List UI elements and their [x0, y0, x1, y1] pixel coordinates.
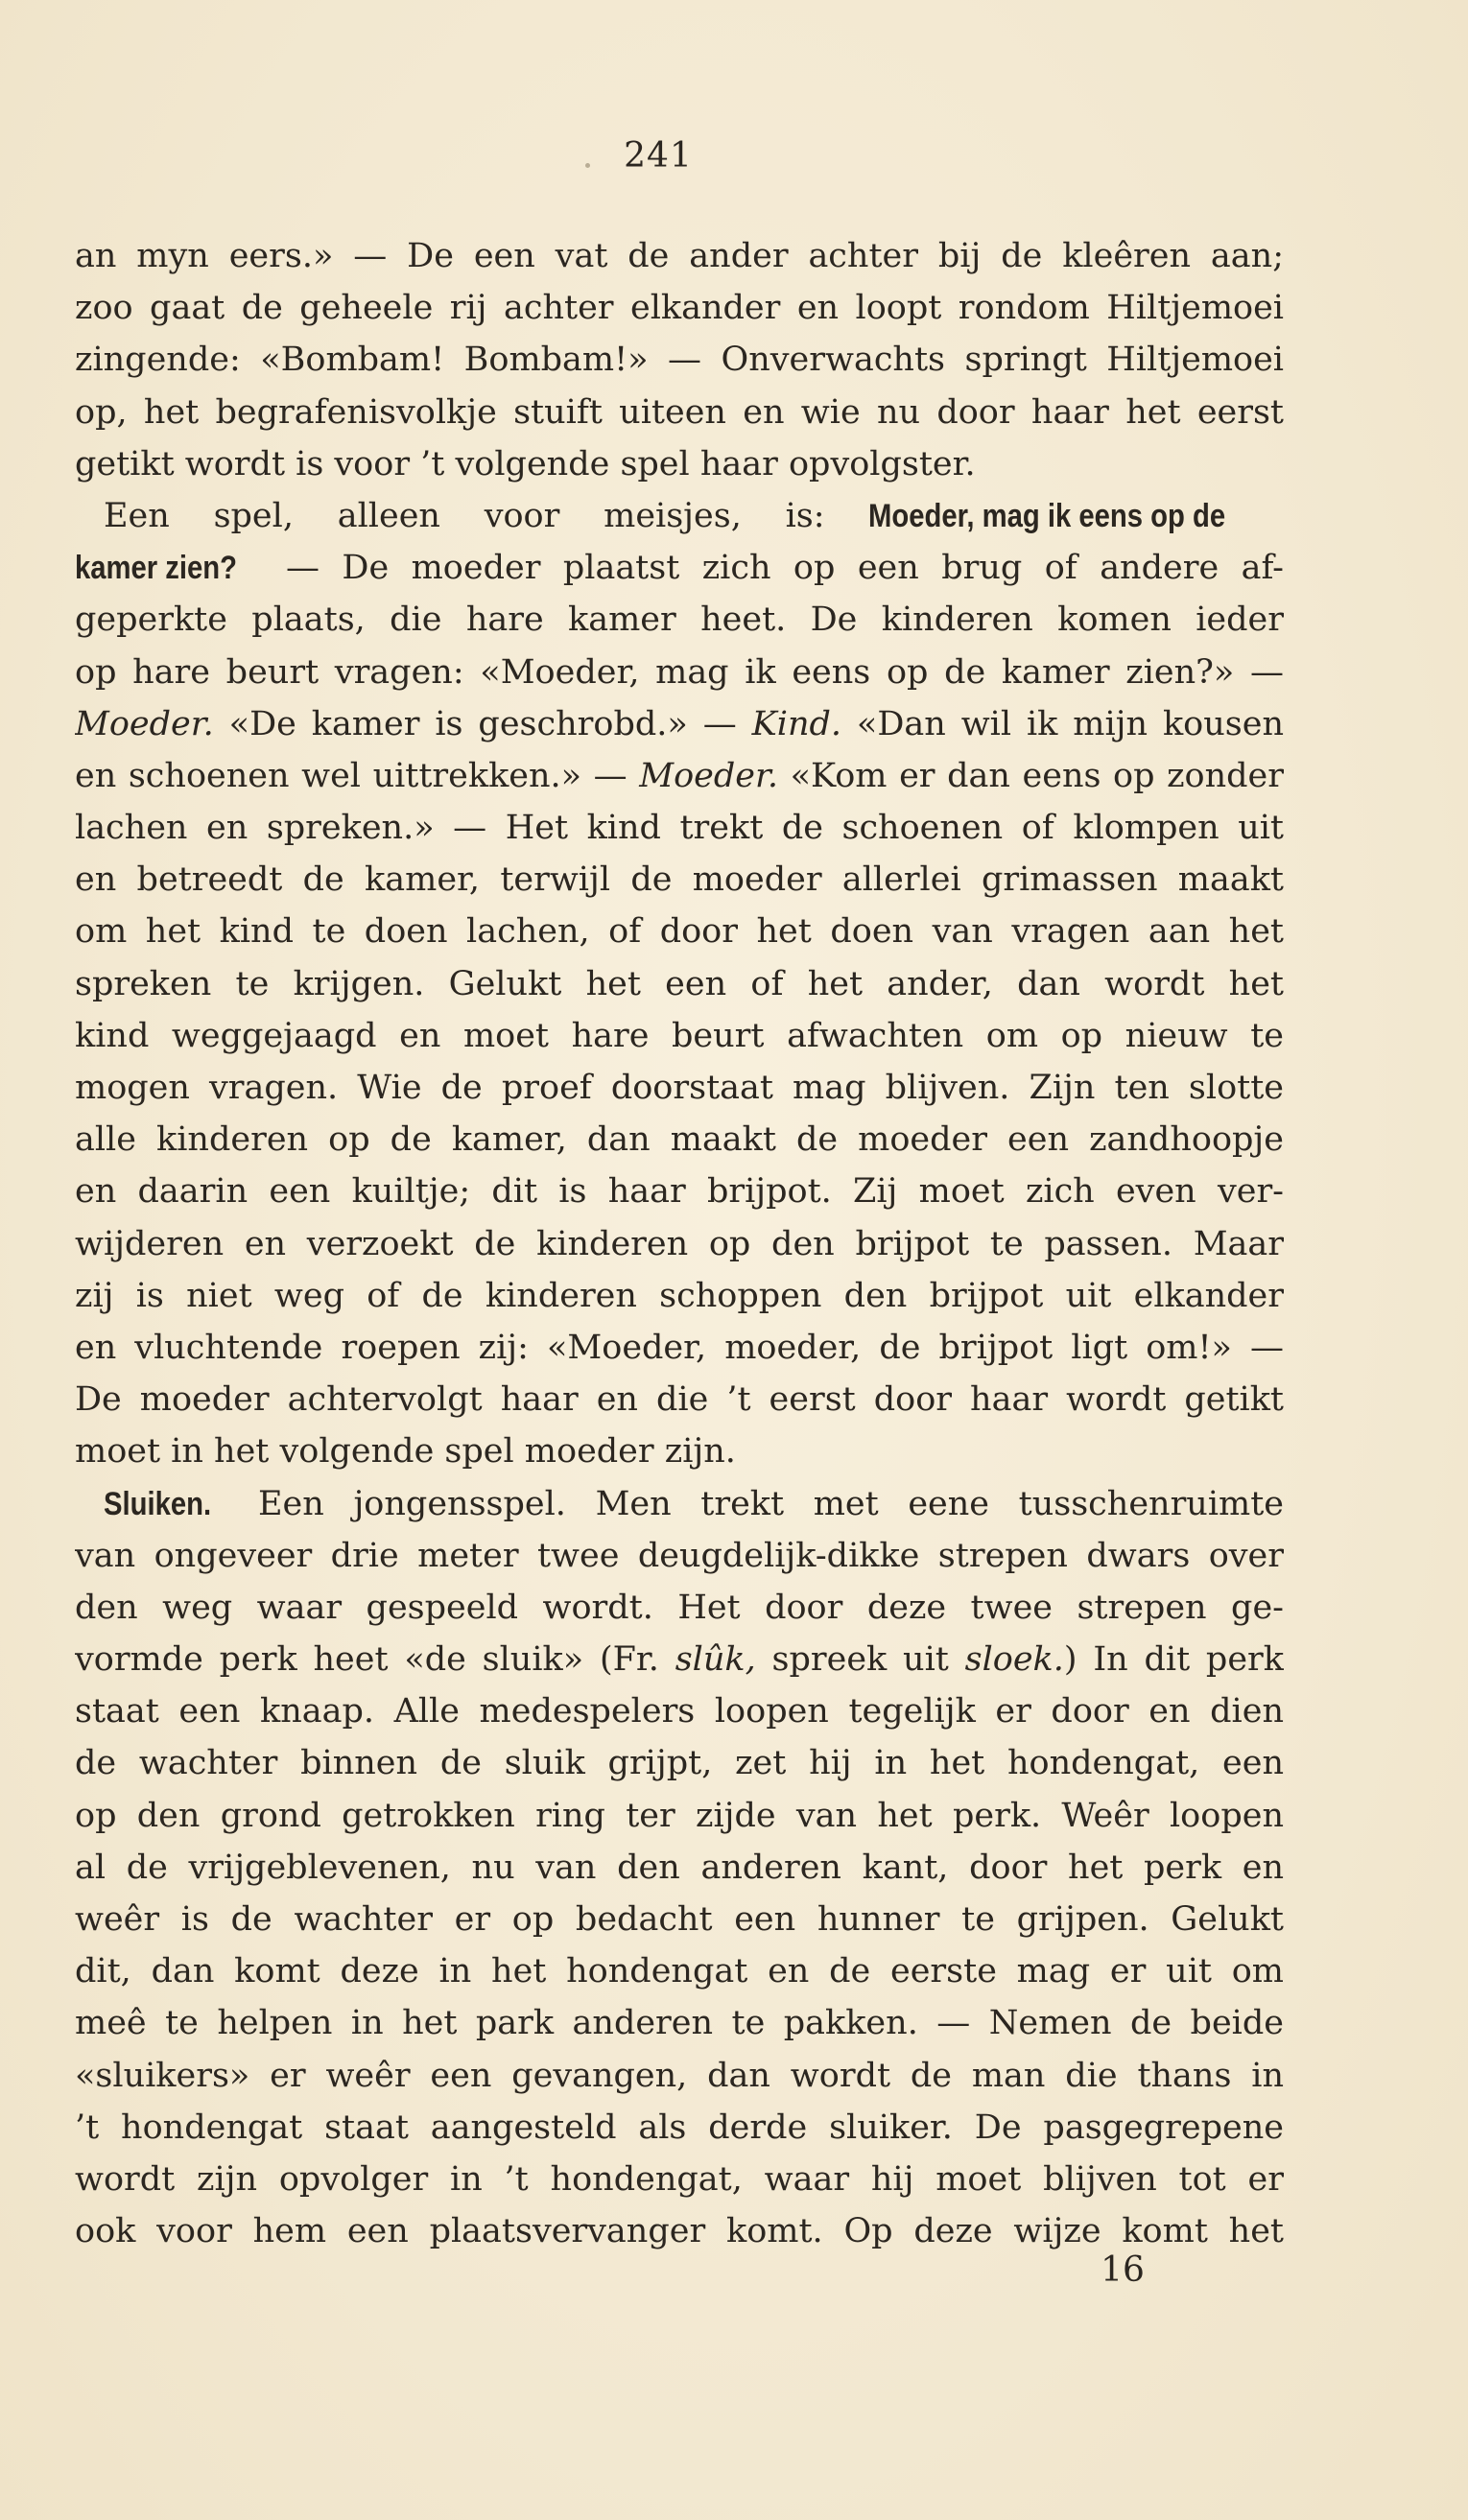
text-line: [75, 698, 1284, 750]
signature-mark: 16: [1101, 2250, 1145, 2290]
text-line: De moeder achtervolgt haar en die ’t eerst door haar wordt getikt: [75, 1380, 1284, 1420]
line-text: en schoenen wel uittrekken.» —: [75, 756, 640, 795]
text-line: ook voor hem een plaatsvervanger komt. Op deze wijze komt het: [75, 2212, 1284, 2251]
text-line: [75, 1478, 1284, 1530]
text-line: en betreedt de kamer, terwijl de moeder allerlei grimassen maakt: [75, 860, 1284, 900]
speaker-label: Moeder.: [75, 704, 214, 743]
line-text: ) In dit perk: [1063, 1640, 1284, 1680]
text-line: spreken te krijgen. Gelukt het een of het ander, dan wordt het: [75, 964, 1284, 1003]
text-line: om het kind te doen lachen, of door het doen van vragen aan het: [75, 912, 1284, 952]
body-text: [75, 230, 1284, 2257]
text-line: al de vrijgeblevenen, nu van den anderen kant, door het perk en: [75, 1848, 1284, 1887]
text-line: en daarin een kuiltje; dit is haar brijpot. Zij moet zich even ver-: [75, 1172, 1284, 1212]
line-text: Een spel, alleen voor meisjes, is:: [104, 496, 869, 535]
game-title: Moeder, mag ik eens op de: [868, 497, 1226, 534]
text-line: geperkte plaats, die hare kamer heet. De kinderen komen ieder: [75, 601, 1284, 640]
line-text: Een jongensspel. Men trekt met eene tusschenruimte: [228, 1484, 1284, 1523]
text-line: lachen en spreken.» — Het kind trekt de schoenen of klompen uit: [75, 809, 1284, 848]
text-line: [75, 1634, 1284, 1685]
text-line: en vluchtende roepen zij: «Moeder, moeder, de brijpot ligt om!» —: [75, 1328, 1284, 1367]
text-line: wordt zijn opvolger in ’t hondengat, waar hij moet blijven tot er: [75, 2159, 1284, 2199]
text-line: op hare beurt vragen: «Moeder, mag ik eens op de kamer zien?» —: [75, 652, 1284, 692]
text-line: [75, 490, 1284, 542]
text-line: zoo gaat de geheele rij achter elkander en loopt rondom Hiltjemoei: [75, 289, 1284, 328]
text-line: [75, 750, 1284, 802]
text-line: getikt wordt is voor ’t volgende spel haar opvolgster.: [75, 444, 976, 483]
line-text: «Kom er dan eens op zonder: [778, 756, 1284, 795]
text-line: dit, dan komt deze in het hondengat en de eerste mag er uit om: [75, 1952, 1284, 1991]
foreign-term: sloek.: [964, 1640, 1064, 1680]
line-text: «De kamer is geschrobd.» —: [213, 704, 752, 743]
text-line: zij is niet weg of de kinderen schoppen den brijpot uit elkander: [75, 1276, 1284, 1315]
line-text: «Dan wil ik mijn kousen: [841, 704, 1284, 743]
line-text: — De moeder plaatst zich op een brug of andere af-: [263, 549, 1284, 588]
text-line: moet in het volgende spel moeder zijn.: [75, 1432, 736, 1472]
line-text: spreek uit: [755, 1640, 965, 1680]
speaker-label: Moeder.: [639, 756, 779, 795]
foreign-term: slûk,: [675, 1640, 756, 1680]
game-title: Sluiken.: [104, 1485, 212, 1522]
text-line: kind weggejaagd en moet hare beurt afwachten om op nieuw te: [75, 1016, 1284, 1055]
text-line: van ongeveer drie meter twee deugdelijk-dikke strepen dwars over: [75, 1536, 1284, 1575]
text-line: «sluikers» er weêr een gevangen, dan wordt de man die thans in: [75, 2056, 1284, 2095]
text-line: mogen vragen. Wie de proef doorstaat mag blijven. Zijn ten slotte: [75, 1069, 1284, 1107]
text-line: weêr is de wachter er op bedacht een hunner te grijpen. Gelukt: [75, 1900, 1284, 1939]
speaker-label: Kind.: [751, 704, 842, 743]
text-line: an myn eers.» — De een vat de ander achter bij de kleêren aan;: [75, 237, 1284, 275]
page-number: 241: [624, 136, 693, 176]
text-line: den weg waar gespeeld wordt. Het door deze twee strepen ge-: [75, 1588, 1284, 1627]
text-line: op, het begrafenisvolkje stuift uiteen en wie nu door haar het eerst: [75, 392, 1284, 432]
text-line: op den grond getrokken ring ter zijde van het perk. Weêr loopen: [75, 1796, 1284, 1835]
text-line: wijderen en verzoekt de kinderen op den brijpot te passen. Maar: [75, 1224, 1284, 1263]
text-line: zingende: «Bombam! Bombam!» — Onverwachts springt Hiltjemoei: [75, 341, 1284, 380]
text-line: staat een knaap. Alle medespelers loopen tegelijk er door en dien: [75, 1692, 1284, 1731]
text-line: alle kinderen op de kamer, dan maakt de moeder een zandhoopje: [75, 1120, 1284, 1160]
game-title: kamer zien?: [75, 550, 238, 587]
text-line: ’t hondengat staat aangesteld als derde sluiker. De pasgegrepene: [75, 2108, 1284, 2147]
text-line: [75, 542, 1284, 594]
text-line: de wachter binnen de sluik grijpt, zet hij in het hondengat, een: [75, 1744, 1284, 1783]
line-text: vormde perk heet «de sluik» (Fr.: [75, 1640, 675, 1680]
text-line: meê te helpen in het park anderen te pakken. — Nemen de beide: [75, 2004, 1284, 2043]
